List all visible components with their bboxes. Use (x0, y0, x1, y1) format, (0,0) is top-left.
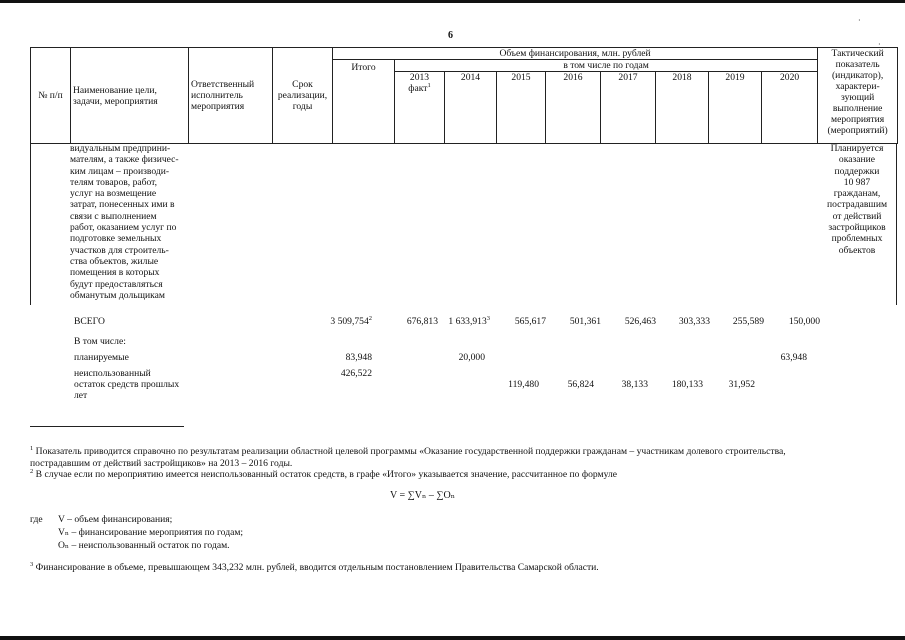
planned-2020: 63,948 (780, 352, 807, 363)
col-year-2019-header: 2019 (709, 72, 762, 144)
measure-line: услуг на возмещение (70, 188, 157, 200)
footnote-ref-2: 2 (368, 314, 372, 322)
col-year-2013-header (395, 72, 445, 144)
financing-table-header (30, 47, 898, 144)
total-row-total (312, 316, 372, 327)
measure-line: телям товаров, работ, (70, 176, 158, 188)
footnote-3 (30, 562, 895, 574)
formula: V = ∑Vₙ – ∑Oₙ (390, 490, 456, 501)
total-2018: 303,333 (678, 316, 710, 327)
unused-label-line: остаток средств прошлых (74, 379, 180, 390)
indicator-line: оказание (838, 154, 876, 166)
footnote-1-text-a: Показатель приводится справочно по результатам реализации областной целевой программы «Оказание государственной поддержки гражданам – участникам долевого строительства, (35, 446, 786, 457)
col-total-header: Итого (333, 60, 395, 144)
indicator-line: от действий (832, 210, 882, 222)
measure-line: ства объектов, жилые (70, 255, 159, 267)
measure-line: участков для строитель- (70, 244, 169, 256)
footnote-separator (30, 426, 184, 427)
top-border (0, 0, 905, 3)
total-2013: 676,813 (406, 316, 438, 327)
planned-2014: 20,000 (458, 352, 485, 363)
unused-2017: 38,133 (621, 379, 648, 390)
total-2017: 526,463 (624, 316, 656, 327)
col-year-2018-header: 2018 (656, 72, 709, 144)
footnote-3-mark: 3 (30, 560, 34, 568)
total-2014 (430, 316, 490, 327)
measure-line: ким лицам – производи- (70, 165, 170, 177)
measure-line: работ, оказанием услуг по (70, 222, 177, 234)
indicator-line: объектов (838, 244, 876, 256)
fact-label: факт (408, 83, 428, 94)
total-row-label: ВСЕГО (74, 316, 105, 327)
measure-line: связи с выполнением (70, 210, 157, 222)
indicator-description (817, 143, 897, 256)
col-year-2014-header: 2014 (445, 72, 497, 144)
measure-line: видуальным предприни- (70, 143, 171, 154)
col-year-2016-header: 2016 (546, 72, 601, 144)
planned-total: 83,948 (345, 352, 372, 363)
indicator-line: застройщиков (828, 222, 886, 234)
col-year-2020-header: 2020 (762, 72, 818, 144)
total-2014-value: 1 633,913 (448, 316, 487, 327)
footnote-1 (30, 446, 895, 469)
col-indicator-header: Тактический показатель (индикатор), характери-зующий выполнение мероприятия (мероприятий) (818, 48, 898, 144)
col-name-header: Наименование цели, задачи, мероприятия (71, 48, 189, 144)
footnote-ref-3: 3 (486, 314, 490, 322)
footnote-1-text-b: пострадавшим от действий застройщиков» на 2013 – 2016 годы. (30, 457, 293, 469)
scan-speck: · (878, 40, 881, 49)
unused-2018: 180,133 (671, 379, 703, 390)
footnote-2-text: В случае если по мероприятию имеется неиспользованный остаток средств, в графе «Итого» указывается значение, рассчитанное по формуле (35, 469, 618, 480)
measure-line: будут предоставляться (70, 278, 163, 290)
page-number: 6 (448, 30, 453, 41)
total-value: 3 509,754 (330, 316, 369, 327)
col-year-2015-header: 2015 (497, 72, 546, 144)
col-term-header: Срок реализации, годы (273, 48, 333, 144)
indicator-line: пострадавшим (826, 199, 888, 211)
total-2016: 501,361 (569, 316, 601, 327)
col-incl-header: в том числе по годам (395, 60, 818, 72)
where-label: где (30, 514, 43, 525)
indicator-line: гражданам, (833, 188, 881, 200)
measure-line: затрат, понесенных ими в (70, 199, 175, 211)
scan-speck: · (858, 16, 861, 25)
unused-label-line: лет (74, 390, 88, 401)
footnote-3-text: Финансирование в объеме, превышающем 343,232 млн. рублей, вводится отдельным постановлением Правительства Самарской области. (35, 562, 599, 573)
unused-2015: 119,480 (508, 379, 539, 390)
measure-description-continued (70, 143, 200, 301)
table-body-border (30, 143, 31, 305)
total-2020: 150,000 (788, 316, 820, 327)
indicator-line: Планируется (830, 143, 884, 154)
col-fin-header: Объем финансирования, млн. рублей (333, 48, 818, 60)
year-2013: 2013 (409, 72, 430, 83)
measure-line: помещения в которых (70, 267, 160, 279)
planned-label: планируемые (74, 352, 129, 363)
footnote-2 (30, 469, 895, 481)
unused-label (74, 368, 214, 401)
unused-2019: 31,952 (728, 379, 755, 390)
footnote-ref-1: 1 (427, 81, 431, 89)
unused-label-line: неиспользованный (74, 368, 151, 379)
including-label: В том числе: (74, 336, 126, 347)
def-on: Oₙ – неиспользованный остаток по годам. (58, 540, 230, 551)
measure-line: обманутым дольщикам (70, 289, 165, 301)
measure-line: подготовке земельных (70, 233, 162, 245)
def-vn: Vₙ – финансирование мероприятия по годам; (58, 527, 244, 538)
total-2019: 255,589 (732, 316, 764, 327)
def-v: V – объем финансирования; (58, 514, 173, 525)
indicator-line: 10 987 (843, 176, 871, 188)
col-year-2017-header: 2017 (601, 72, 656, 144)
footnote-1-mark: 1 (30, 444, 34, 452)
total-2015: 565,617 (514, 316, 546, 327)
col-num-header: № п/п (31, 48, 71, 144)
indicator-line: проблемных (831, 233, 883, 245)
col-resp-header: Ответственный исполнитель мероприятия (189, 48, 273, 144)
footnote-2-mark: 2 (30, 467, 34, 475)
unused-2016: 56,824 (567, 379, 594, 390)
indicator-line: поддержки (834, 165, 880, 177)
bottom-border (0, 636, 905, 640)
measure-line: мателям, а также физичес- (70, 154, 179, 166)
unused-total: 426,522 (340, 368, 372, 379)
